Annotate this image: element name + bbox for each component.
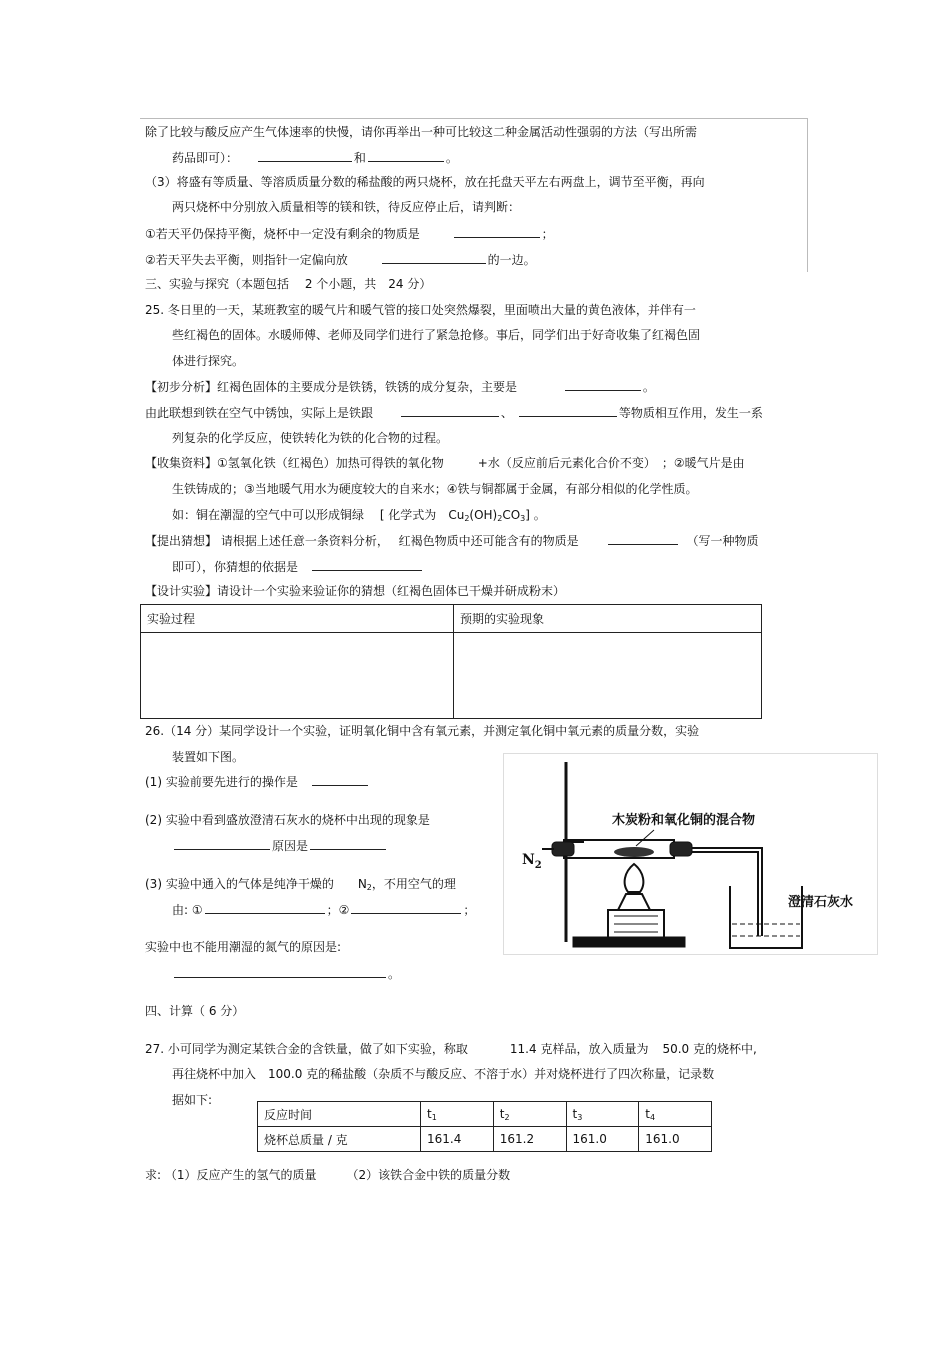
table-cell: 反应时间 xyxy=(258,1102,421,1127)
table-row xyxy=(258,1102,712,1127)
q26-part-2: (2) 实验中看到盛放澄清石灰水的烧杯中出现的现象是 xyxy=(145,813,430,827)
answer-blank[interactable] xyxy=(608,532,678,545)
q25-line: 由此联想到铁在空气中锈蚀，实际上是铁跟 、 等物质相互作用，发生一系 xyxy=(145,406,763,420)
answer-blank[interactable] xyxy=(382,251,486,264)
answer-blank[interactable] xyxy=(401,404,499,417)
q26-part-4: 实验中也不能用潮湿的氮气的原因是: xyxy=(145,940,342,954)
q27-line: 27. 小可同学为测定某铁合金的含铁量，做了如下实验，称取 11.4 克样品，放入质量为 50.0 克的烧杯中, xyxy=(145,1042,757,1056)
experiment-design-table xyxy=(140,604,762,719)
table-cell: $t_1$ xyxy=(421,1102,494,1127)
q25-line: 体进行探究。 xyxy=(172,354,245,368)
q25-line: 些红褐色的固体。水暖师傅、老师及同学们进行了紧急抢修。事后，同学们出于好奇收集了红褐色固 xyxy=(172,328,701,342)
q27-line: 据如下: xyxy=(172,1093,213,1107)
apparatus-figure xyxy=(503,753,878,955)
answer-cell[interactable] xyxy=(141,633,454,719)
q25-line: 生铁铸成的；③当地暖气用水为硬度较大的自来水；④铁与铜都属于金属，有部分相似的化学性质。 xyxy=(172,482,698,496)
table-header-cell: 实验过程 xyxy=(141,605,454,633)
top-line-1: 除了比较与酸反应产生气体速率的快慢，请你再举出一种可比较这二种金属活动性强弱的方法（写出所需 xyxy=(145,125,698,139)
answer-blank[interactable] xyxy=(519,404,617,417)
q26-part-2b: 原因是 xyxy=(172,837,388,854)
section-3-title: 三、实验与探究（本题包括 2 个小题，共 24 分） xyxy=(145,277,432,291)
answer-blank[interactable] xyxy=(351,901,461,914)
mass-record-table xyxy=(257,1101,712,1152)
q25-line: 即可），你猜想的依据是 xyxy=(172,558,424,575)
top-line-2: 药品即可）： 和 。 xyxy=(172,151,458,165)
answer-blank[interactable] xyxy=(174,837,270,850)
figure-label-n2: $N_2$ xyxy=(522,852,542,871)
answer-blank[interactable] xyxy=(312,773,368,786)
top-line-3: （3）将盛有等质量、等溶质质量分数的稀盐酸的两只烧杯，放在托盘天平左右两盘上，调节至平衡，再向 xyxy=(145,175,705,189)
table-cell: 161.0 xyxy=(566,1127,639,1152)
apparatus-diagram xyxy=(504,754,877,954)
answer-blank[interactable] xyxy=(454,225,540,238)
q25-design: 【设计实验】请设计一个实验来验证你的猜想（红褐色固体已干燥并研成粉末） xyxy=(145,584,566,598)
answer-blank[interactable] xyxy=(174,965,386,978)
table-cell: 161.4 xyxy=(421,1127,494,1152)
figure-label-mixture: 木炭粉和氧化铜的混合物 xyxy=(612,813,756,828)
q25-line: 如：铜在潮湿的空气中可以形成铜绿 [ 化学式为 $Cu_2(OH)_2CO_3$] 。 xyxy=(172,508,546,523)
table-cell: 161.0 xyxy=(639,1127,712,1152)
answer-blank[interactable] xyxy=(205,901,325,914)
q26-part-3b: 由: ① ；② ； xyxy=(172,903,476,917)
top-line-4: 两只烧杯中分别放入质量相等的镁和铁，待反应停止后，请判断： xyxy=(172,200,521,214)
table-header-cell: 预期的实验现象 xyxy=(454,605,762,633)
top-line-6: ②若天平失去平衡，则指针一定偏向放 的一边。 xyxy=(145,253,536,267)
table-cell: 161.2 xyxy=(493,1127,566,1152)
table-row xyxy=(258,1127,712,1152)
q25-initial-analysis: 【初步分析】红褐色固体的主要成分是铁锈，铁锈的成分复杂，主要是 。 xyxy=(145,380,655,394)
top-line-5: ①若天平仍保持平衡，烧杯中一定没有剩余的物质是 ； xyxy=(145,227,554,241)
answer-blank[interactable] xyxy=(258,149,352,162)
q26-line: 26.（14 分）某同学设计一个实验，证明氧化铜中含有氧元素，并测定氧化铜中氧元素的质量分数，实验 xyxy=(145,724,700,738)
section-4-title: 四、计算（ 6 分） xyxy=(145,1004,245,1018)
q25-line: 列复杂的化学反应，使铁转化为铁的化合物的过程。 xyxy=(172,431,449,445)
q26-part-4b: 。 xyxy=(172,965,400,982)
answer-blank[interactable] xyxy=(565,378,641,391)
question-box-border xyxy=(140,118,808,272)
q25-hypothesis: 【提出猜想】 请根据上述任意一条资料分析， 红褐色物质中还可能含有的物质是 （写一种物质 xyxy=(145,534,759,548)
q26-part-3: (3) 实验中通入的气体是纯净干燥的 $N_2$，不用空气的理 xyxy=(145,877,456,892)
q27-ask: 求: （1）反应产生的氢气的质量 （2）该铁合金中铁的质量分数 xyxy=(145,1168,511,1182)
q25-collect-data: 【收集资料】①氢氧化铁（红褐色）加热可得铁的氧化物 +水（反应前后元素化合价不变） ；②暖气片是由 xyxy=(145,456,745,470)
answer-blank[interactable] xyxy=(368,149,444,162)
figure-label-limewater: 澄清石灰水 xyxy=(788,895,854,910)
q26-part-1: (1) 实验前要先进行的操作是 xyxy=(145,773,370,790)
table-cell: $t_4$ xyxy=(639,1102,712,1127)
table-row xyxy=(141,605,762,633)
table-cell: 烧杯总质量 / 克 xyxy=(258,1127,421,1152)
answer-blank[interactable] xyxy=(310,837,386,850)
q25-line: 25. 冬日里的一天，某班教室的暖气片和暖气管的接口处突然爆裂，里面喷出大量的黄色液体，并伴有一 xyxy=(145,303,696,317)
answer-cell[interactable] xyxy=(454,633,762,719)
q26-line: 装置如下图。 xyxy=(172,750,245,764)
table-row xyxy=(141,633,762,719)
table-cell: $t_3$ xyxy=(566,1102,639,1127)
q27-line: 再往烧杯中加入 100.0 克的稀盐酸（杂质不与酸反应、不溶于水）并对烧杯进行了四次称量，记录数 xyxy=(172,1067,715,1081)
table-cell: $t_2$ xyxy=(493,1102,566,1127)
answer-blank[interactable] xyxy=(312,558,422,571)
